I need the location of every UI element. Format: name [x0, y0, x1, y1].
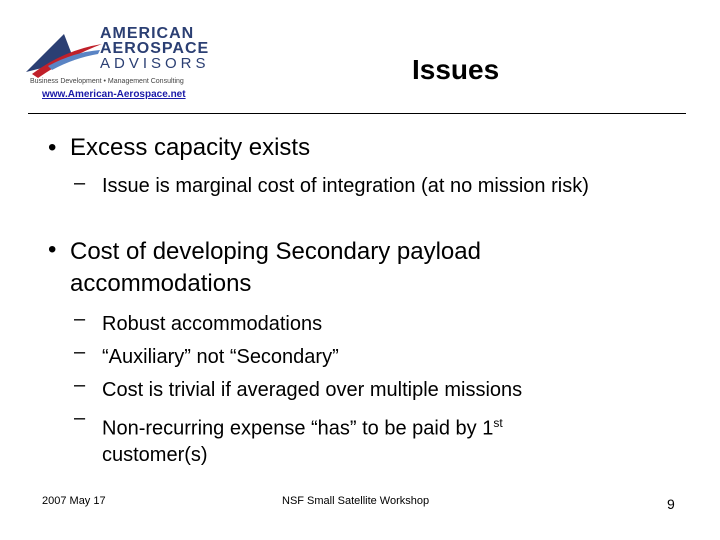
footer-date: 2007 May 17: [42, 495, 106, 507]
logo-line-1: AMERICAN: [100, 25, 195, 42]
company-logo: [22, 26, 227, 104]
slide-title: Issues: [412, 54, 500, 85]
sub-bullet-2-1-text: Robust accommodations: [102, 313, 323, 335]
bullet-dot: •: [48, 236, 57, 263]
bullet-dot: •: [48, 134, 57, 161]
website-link[interactable]: www.American-Aerospace.net: [42, 89, 186, 100]
page-number: 9: [667, 496, 675, 512]
logo-tagline: Business Development • Management Consulting: [30, 78, 184, 85]
title-divider: [28, 113, 686, 114]
dash-marker: –: [74, 308, 86, 330]
bullet-2: [48, 236, 668, 297]
logo-line-3: ADVISORS: [100, 55, 210, 72]
sub-bullet-2-3-text: Cost is trivial if averaged over multiple missions: [102, 379, 523, 401]
dash-marker: –: [74, 341, 86, 363]
bullet-2-text: Cost of developing Secondary payload accommodations: [70, 238, 481, 297]
sub-bullet-1-1-text: Issue is marginal cost of integration (at no mission risk): [102, 175, 589, 197]
dash-marker: –: [74, 374, 86, 396]
sub-bullet-2-2-text: “Auxiliary” not “Secondary”: [102, 346, 339, 368]
footer-title: NSF Small Satellite Workshop: [282, 495, 430, 507]
dash-marker: –: [74, 407, 86, 429]
sub-bullet-2-4-post: customer(s): [102, 444, 208, 466]
logo-wordmark: [100, 26, 230, 71]
bullet-1: [48, 134, 311, 162]
bullet-1-text: Excess capacity exists: [70, 134, 311, 161]
aerospace-swoosh-icon: [24, 30, 104, 82]
logo-line-2: AEROSPACE: [100, 40, 210, 57]
ordinal-suffix: st: [493, 416, 503, 430]
sub-bullet-2-4-main: Non-recurring expense “has” to be paid by 1: [102, 417, 494, 440]
dash-marker: –: [74, 172, 86, 194]
